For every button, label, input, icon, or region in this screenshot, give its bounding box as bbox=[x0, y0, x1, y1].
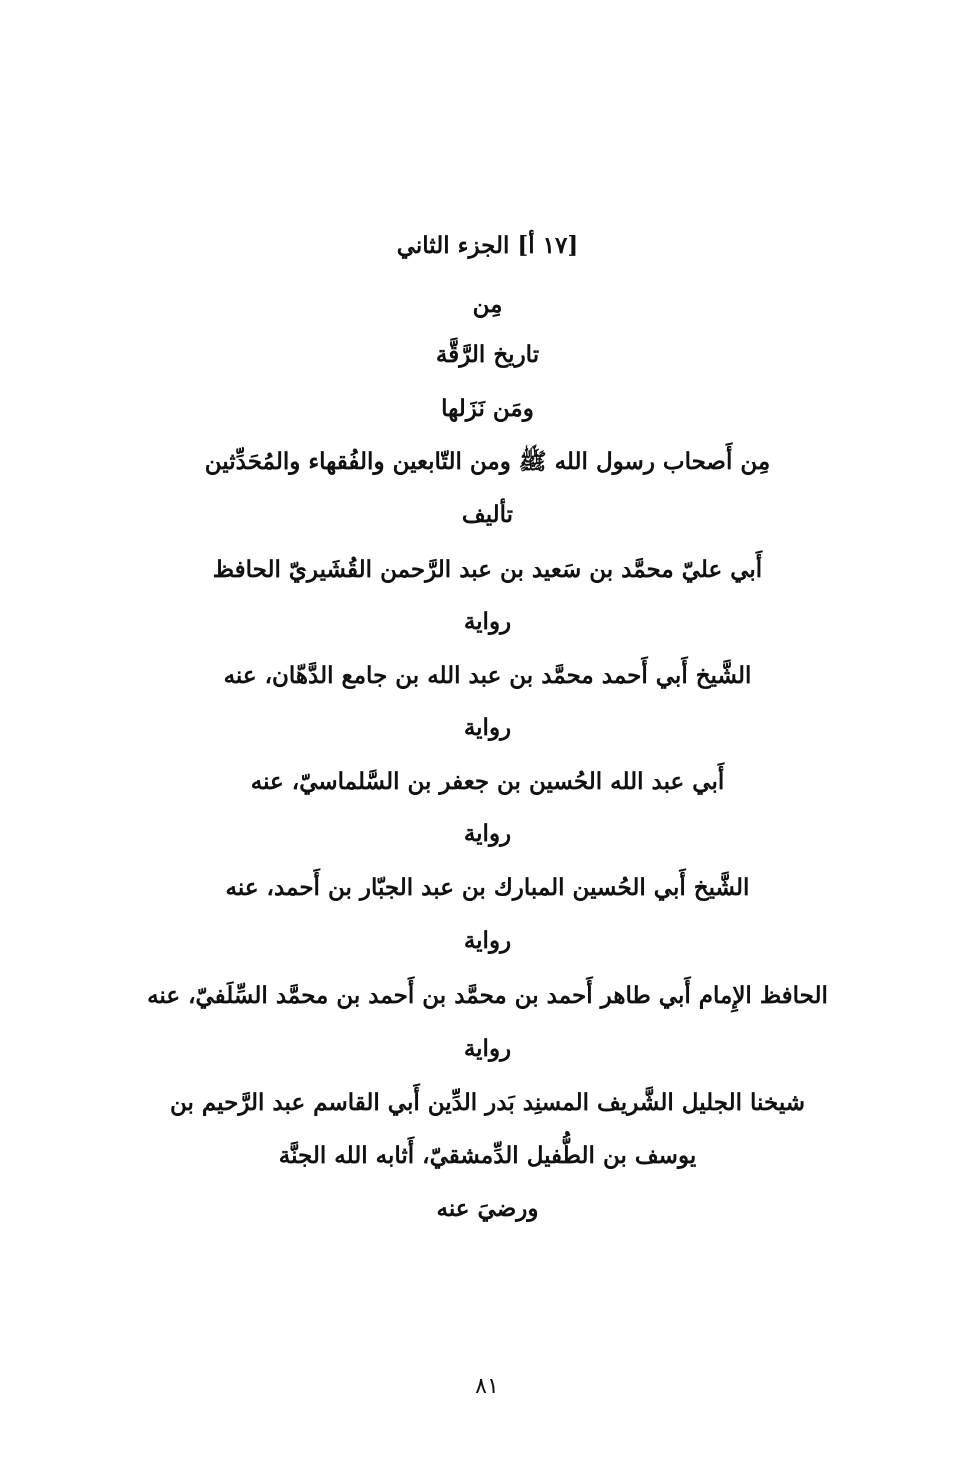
part-heading: [١٧ أ] الجزء الثاني bbox=[396, 232, 579, 259]
riwaya-label-1: رواية bbox=[463, 608, 512, 635]
book-subtitle: مِن أَصحاب رسول الله ﷺ ومن التّابعين والفُقهاء والمُحَدِّثين bbox=[204, 448, 771, 475]
narrator-1: الشَّيخ أَبي أَحمد محمَّد بن عبد الله بن جامع الدَّهّان، عنه bbox=[223, 662, 752, 689]
narrator-5-continued: يوسف بن الطُّفيل الدِّمشقيّ، أَثابه الله الجنَّة bbox=[278, 1142, 697, 1169]
author-name: أَبي عليّ محمَّد بن سَعيد بن عبد الرَّحمن القُشَيريّ الحافظ bbox=[212, 556, 763, 583]
page-number: ٨١ bbox=[475, 1374, 499, 1399]
narrator-5-closing: ورضيَ عنه bbox=[436, 1195, 539, 1222]
authorship-label: تأليف bbox=[461, 501, 514, 528]
riwaya-label-5: رواية bbox=[463, 1035, 512, 1062]
narrator-4: الحافظ الإِمام أَبي طاهر أَحمد بن محمَّد بن أَحمد بن محمَّد السِّلَفيّ، عنه bbox=[147, 982, 828, 1009]
riwaya-label-4: رواية bbox=[463, 927, 512, 954]
riwaya-label-3: رواية bbox=[463, 820, 512, 847]
narrator-3: الشَّيخ أَبي الحُسين المبارك بن عبد الجبّار بن أَحمد، عنه bbox=[225, 874, 750, 901]
narrator-5: شيخنا الجليل الشَّريف المسنِد بَدر الدِّين أَبي القاسم عبد الرَّحيم بن bbox=[169, 1089, 806, 1116]
riwaya-label-2: رواية bbox=[463, 714, 512, 741]
narrator-2: أَبي عبد الله الحُسين بن جعفر بن السَّلماسيّ، عنه bbox=[250, 768, 725, 795]
book-title-continued: ومَن نَزَلها bbox=[441, 395, 534, 422]
from-word: مِن bbox=[472, 291, 503, 318]
book-title: تاريخ الرَّقَّة bbox=[435, 341, 540, 368]
